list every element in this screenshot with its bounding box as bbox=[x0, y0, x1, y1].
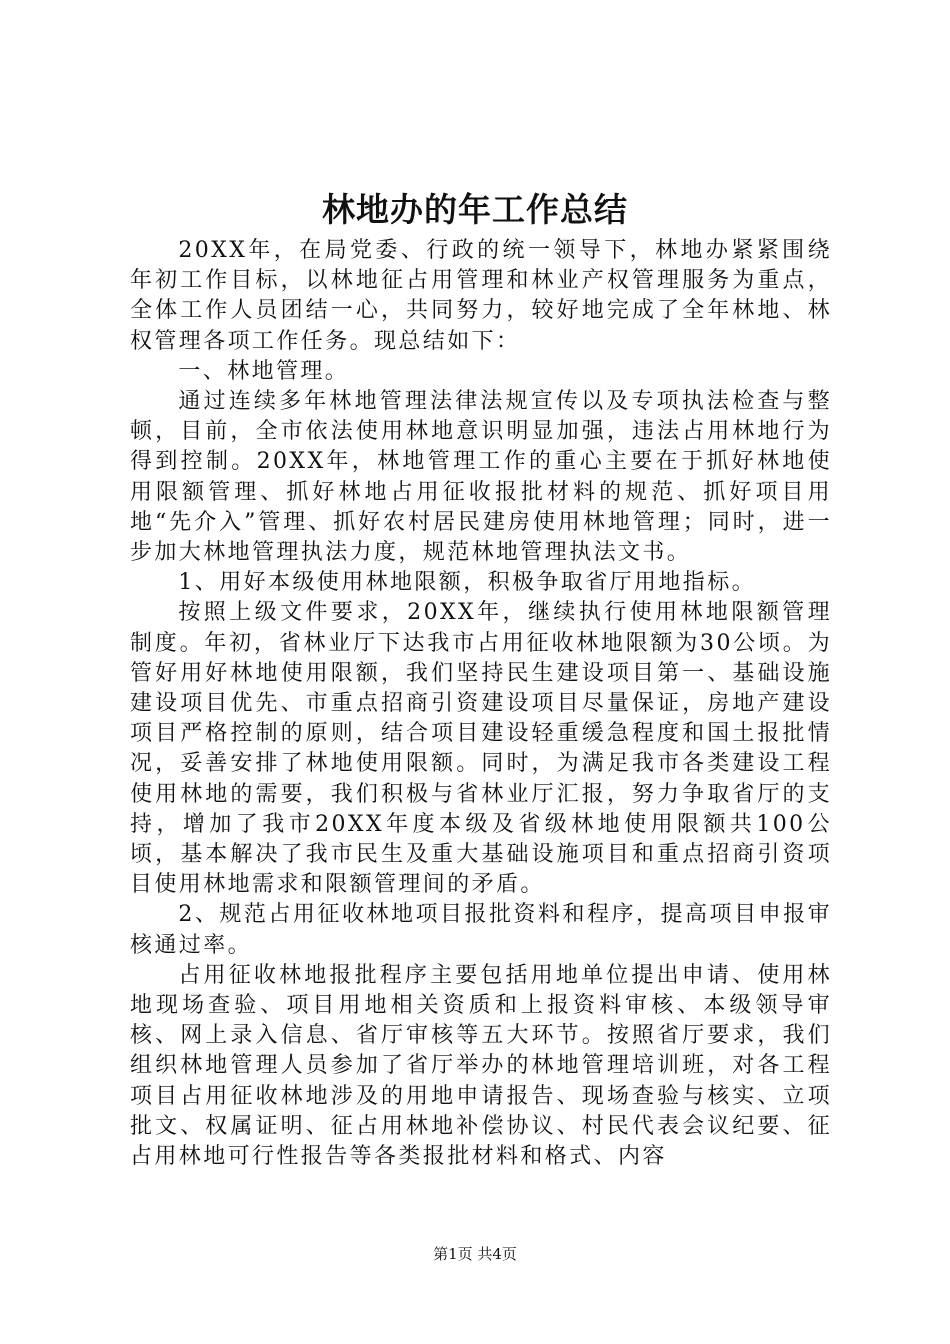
document-title: 林地办的年工作总结 bbox=[322, 190, 628, 229]
subheading-approval-procedure: 2、规范占用征收林地项目报批资料和程序，提高项目申报审核通过率。 bbox=[130, 902, 832, 958]
paragraph-intro: 20XX年，在局党委、行政的统一领导下，林地办紧紧围绕年初工作目标，以林地征占用管理和林业产权管理服务为重点，全体工作人员团结一心，共同努力，较好地完成了全年林地、林权管理各项工作任务。现总结如下： bbox=[130, 238, 832, 354]
document-body bbox=[130, 236, 832, 1172]
paragraph-approval-procedure: 占用征收林地报批程序主要包括用地单位提出申请、使用林地现场查验、项目用地相关资质和上报资料审核、本级领导审核、网上录入信息、省厅审核等五大环节。按照省厅要求，我们组织林地管理人员参加了省厅举办的林地管理培训班，对各工程项目占用征收林地涉及的用地申请报告、现场查验与核实、立项批文、权属证明、征占用林地补偿协议、村民代表会议纪要、征占用林地可行性报告等各类报批材料和格式、内容 bbox=[130, 962, 832, 1170]
subheading-quota: 1、用好本级使用林地限额，积极争取省厅用地指标。 bbox=[178, 570, 756, 596]
paragraph-quota: 按照上级文件要求，20XX年，继续执行使用林地限额管理制度。年初，省林业厅下达我市占用征收林地限额为30公顷。为管好用好林地使用限额，我们坚持民生建设项目第一、基础设施建设项目优先、市重点招商引资建设项目尽量保证，房地产建设项目严格控制的原则，结合项目建设轻重缓急程度和国土报批情况，妥善安排了林地使用限额。同时，为满足我市各类建设工程使用林地的需要，我们积极与省林业厅汇报，努力争取省厅的支持，增加了我市20XX年度本级及省级林地使用限额共100公顷，基本解决了我市民生及重大基础设施项目和重点招商引资项目使用林地需求和限额管理间的矛盾。 bbox=[130, 600, 832, 898]
section-heading-forest-land-management: 一、林地管理。 bbox=[178, 358, 350, 384]
page-number-footer: 第1页 共4页 bbox=[433, 1245, 517, 1263]
paragraph-forest-land-management: 通过连续多年林地管理法律法规宣传以及专项执法检查与整顿，目前，全市依法使用林地意识明显加强，违法占用林地行为得到控制。20XX年，林地管理工作的重心主要在于抓好林地使用限额管理、抓好林地占用征收报批材料的规范、抓好项目用地“先介入”管理、抓好农村居民建房使用林地管理；同时，进一步加大林地管理执法力度，规范林地管理执法文书。 bbox=[130, 389, 832, 566]
